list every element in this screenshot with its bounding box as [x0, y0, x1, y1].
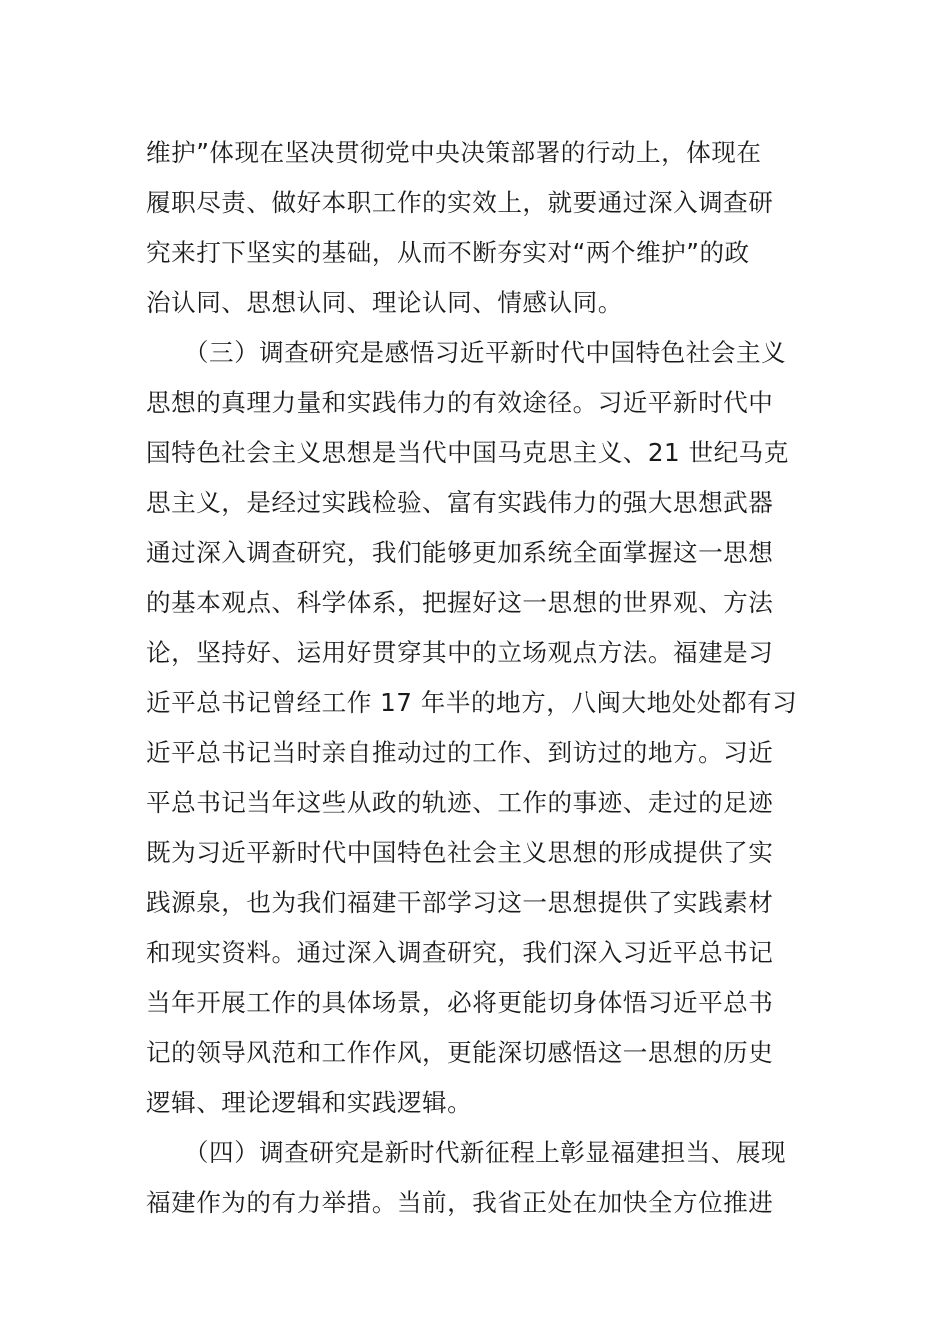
text-line-9: 通过深入调查研究，我们能够更加系统全面掌握这一思想 [146, 538, 774, 567]
text-line-3: 究来打下坚实的基础，从而不断夯实对“两个维护”的政 [146, 238, 750, 267]
text-line-12: 近平总书记曾经工作 17 年半的地方，八闽大地处处都有习 [146, 688, 798, 717]
text-line-18: 当年开展工作的具体场景，必将更能切身体悟习近平总书 [146, 988, 774, 1017]
text-line-14: 平总书记当年这些从政的轨迹、工作的事迹、走过的足迹 [146, 788, 774, 817]
text-line-6: 思想的真理力量和实践伟力的有效途径。习近平新时代中 [146, 388, 774, 417]
section-heading-4-line-1: （四）调查研究是新时代新征程上彰显福建担当、展现 [146, 1138, 787, 1167]
text-line-15: 既为习近平新时代中国特色社会主义思想的形成提供了实 [146, 838, 774, 867]
text-line-1: 维护”体现在坚决贯彻党中央决策部署的行动上，体现在 [146, 138, 762, 167]
text-line-2: 履职尽责、做好本职工作的实效上，就要通过深入调查研 [146, 188, 774, 217]
text-line-4: 治认同、思想认同、理论认同、情感认同。 [146, 288, 623, 317]
text-line-11: 论，坚持好、运用好贯穿其中的立场观点方法。福建是习 [146, 638, 774, 667]
section-heading-3-line-1: （三）调查研究是感悟习近平新时代中国特色社会主义 [146, 338, 787, 367]
text-line-16: 践源泉，也为我们福建干部学习这一思想提供了实践素材 [146, 888, 774, 917]
document-body [146, 128, 806, 1228]
text-line-7: 国特色社会主义思想是当代中国马克思主义、21 世纪马克 [146, 438, 789, 467]
text-line-17: 和现实资料。通过深入调查研究，我们深入习近平总书记 [146, 938, 774, 967]
text-line-22: 福建作为的有力举措。当前，我省正处在加快全方位推进 [146, 1188, 774, 1217]
text-line-13: 近平总书记当时亲自推动过的工作、到访过的地方。习近 [146, 738, 774, 767]
text-line-20: 逻辑、理论逻辑和实践逻辑。 [146, 1088, 473, 1117]
text-line-19: 记的领导风范和工作作风，更能深切感悟这一思想的历史 [146, 1038, 774, 1067]
text-line-10: 的基本观点、科学体系，把握好这一思想的世界观、方法 [146, 588, 774, 617]
text-line-8: 思主义，是经过实践检验、富有实践伟力的强大思想武器 [146, 488, 774, 517]
